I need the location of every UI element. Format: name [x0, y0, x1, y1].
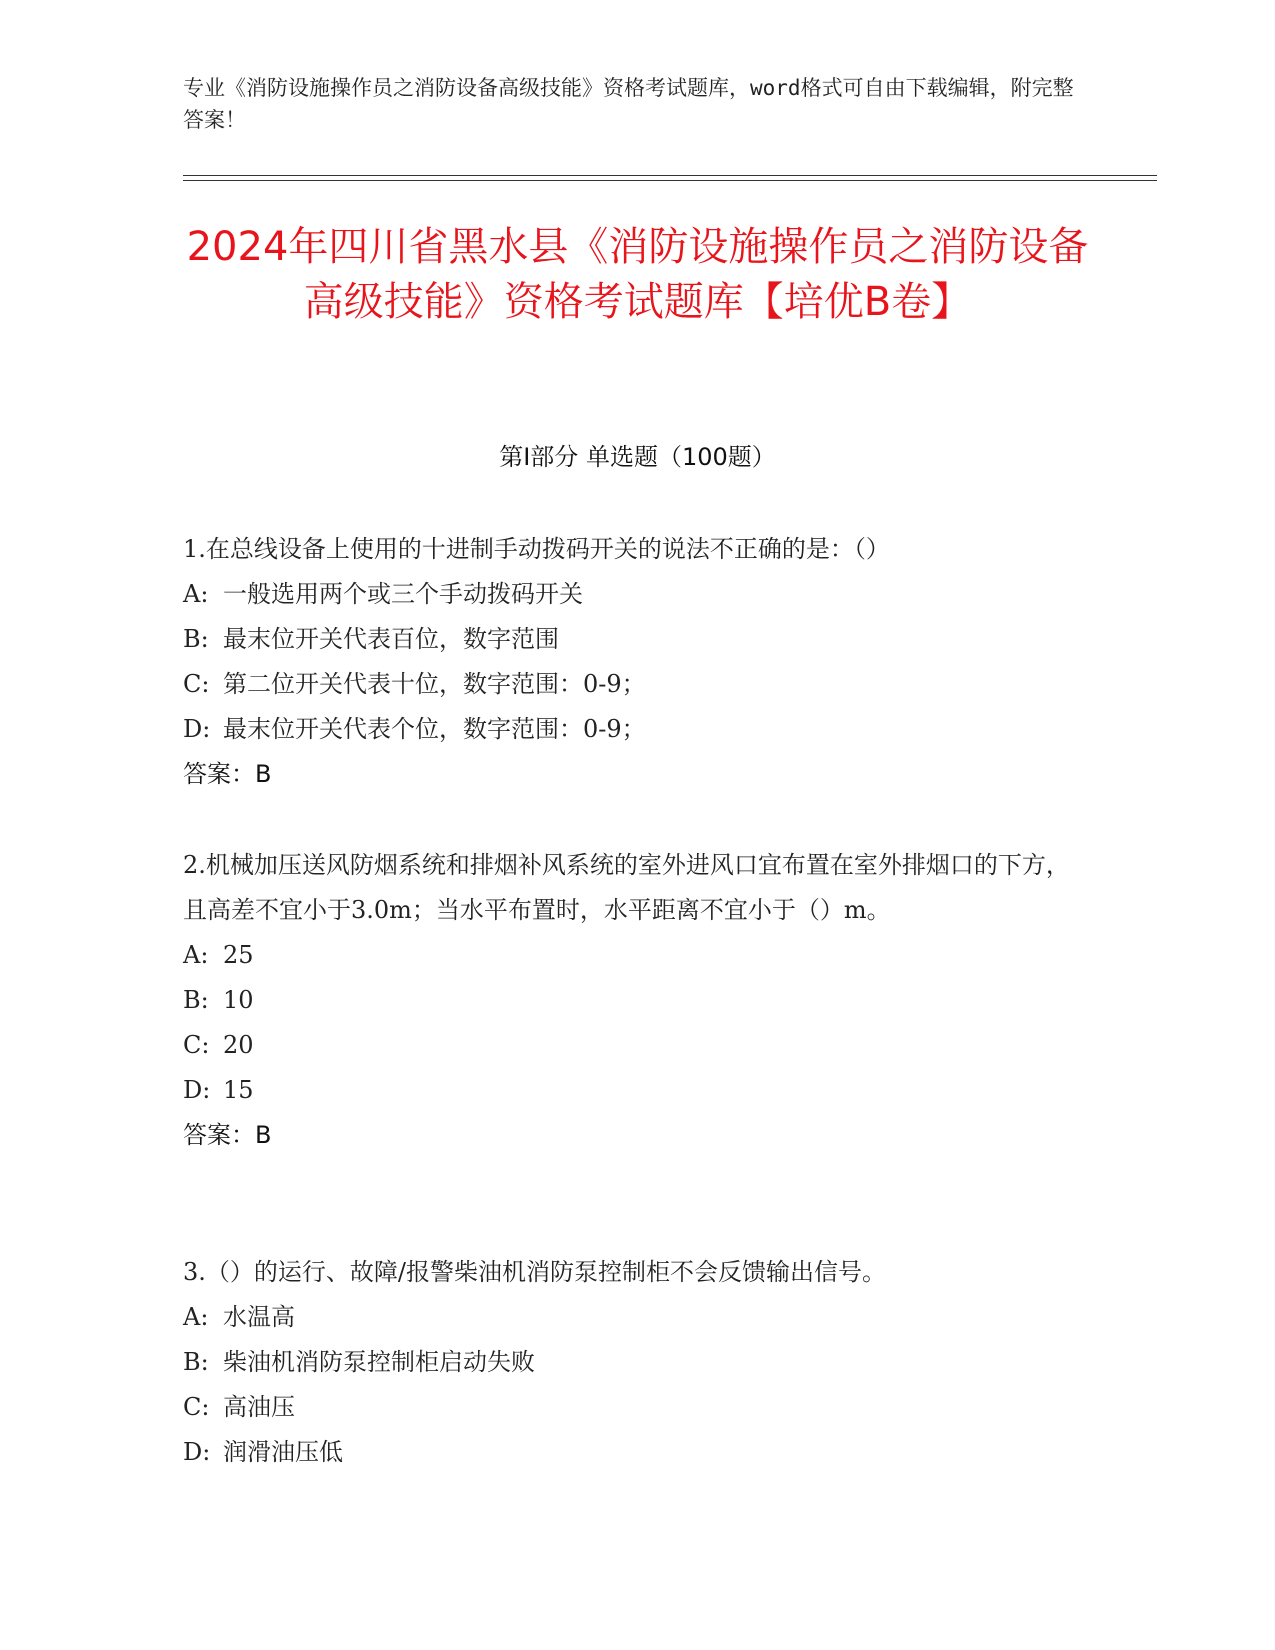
option-text: 15: [223, 1076, 254, 1104]
option-text: 高油压: [223, 1393, 295, 1421]
option-text: 20: [223, 1031, 254, 1059]
option-a: [183, 1295, 1083, 1340]
question-stem: 1.在总线设备上使用的十进制手动拨码开关的说法不正确的是：（）: [183, 535, 890, 563]
option-letter: B:: [183, 986, 209, 1014]
header-divider-bottom: [183, 180, 1157, 181]
option-b: [183, 978, 1083, 1023]
option-d: [183, 707, 1083, 752]
option-text: 第二位开关代表十位，数字范围：0-9；: [223, 670, 646, 698]
option-letter: D:: [183, 1076, 211, 1104]
question-stem: 2.机械加压送风防烟系统和排烟补风系统的室外进风口宜布置在室外排烟口的下方，且高差不宜小于3.0m；当水平布置时，水平距离不宜小于（）m。: [183, 851, 1070, 924]
header-note: 专业《消防设施操作员之消防设备高级技能》资格考试题库，word格式可自由下载编辑，附完整答案！: [183, 76, 1074, 132]
option-text: 最末位开关代表个位，数字范围：0-9；: [223, 715, 646, 743]
option-letter: C:: [183, 1031, 210, 1059]
option-text: 水温高: [223, 1303, 295, 1331]
question-2: [183, 843, 1083, 1158]
option-letter: B:: [183, 625, 209, 653]
option-text: 10: [223, 986, 254, 1014]
option-letter: D:: [183, 715, 211, 743]
option-letter: D:: [183, 1438, 211, 1466]
option-letter: B:: [183, 1348, 209, 1376]
option-letter: A:: [183, 941, 209, 969]
question-stem: 3.（）的运行、故障/报警柴油机消防泵控制柜不会反馈输出信号。: [183, 1258, 886, 1286]
option-c: [183, 1023, 1083, 1068]
answer: 答案：B: [183, 1121, 272, 1149]
option-b: [183, 617, 1083, 662]
question-1: [183, 527, 1083, 797]
option-c: [183, 662, 1083, 707]
section-title: 第Ⅰ部分 单选题（100题）: [499, 443, 776, 471]
option-d: [183, 1068, 1083, 1113]
option-a: [183, 572, 1083, 617]
option-text: 25: [223, 941, 254, 969]
option-text: 一般选用两个或三个手动拨码开关: [223, 580, 583, 608]
option-letter: C:: [183, 1393, 210, 1421]
answer: 答案：B: [183, 760, 272, 788]
option-d: [183, 1430, 1083, 1475]
option-letter: A:: [183, 580, 209, 608]
option-text: 柴油机消防泵控制柜启动失败: [223, 1348, 535, 1376]
option-letter: A:: [183, 1303, 209, 1331]
option-a: [183, 933, 1083, 978]
option-letter: C:: [183, 670, 210, 698]
document-title: 2024年四川省黑水县《消防设施操作员之消防设备高级技能》资格考试题库【培优B卷】: [186, 224, 1089, 325]
header-divider-top: [183, 175, 1157, 176]
option-b: [183, 1340, 1083, 1385]
option-text: 润滑油压低: [223, 1438, 343, 1466]
question-3: [183, 1250, 1083, 1475]
option-c: [183, 1385, 1083, 1430]
option-text: 最末位开关代表百位，数字范围: [223, 625, 559, 653]
